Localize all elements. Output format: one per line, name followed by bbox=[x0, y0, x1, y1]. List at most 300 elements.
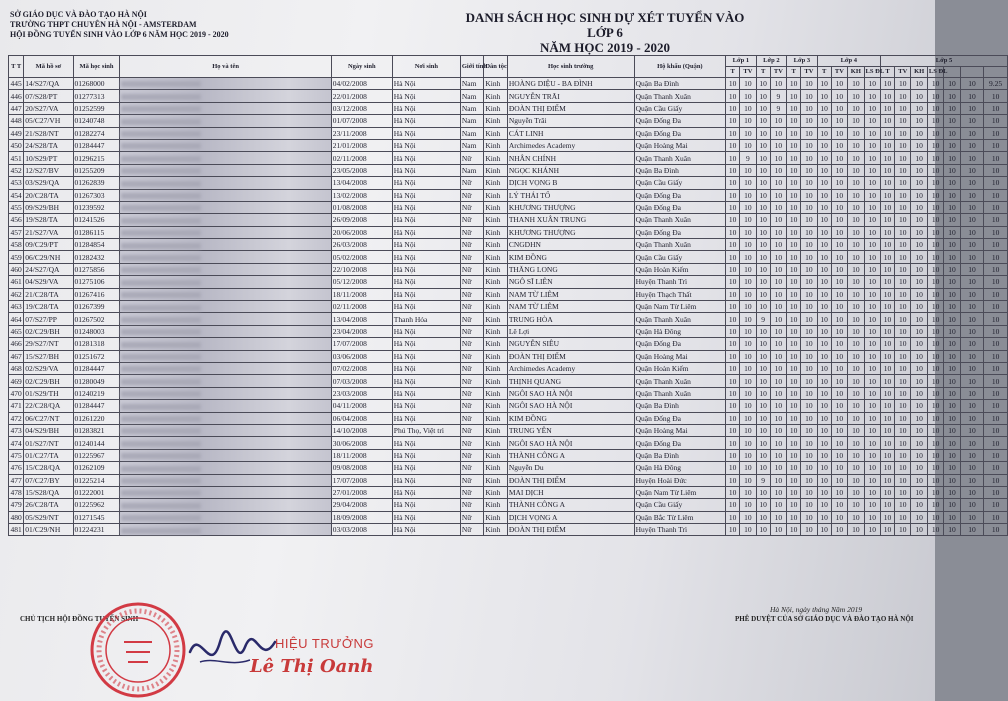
cell-grade: 10 bbox=[895, 400, 911, 412]
cell-grade: 10 bbox=[726, 78, 740, 90]
cell-grade: 10 bbox=[911, 313, 927, 325]
cell-grade: 10 bbox=[831, 301, 847, 313]
issuer-line-1: SỞ GIÁO DỤC VÀ ĐÀO TẠO HÀ NỘI bbox=[10, 10, 147, 19]
cell-grade: 10 bbox=[756, 152, 770, 164]
cell-grade: 10 bbox=[787, 412, 801, 424]
table-row bbox=[9, 139, 1008, 151]
cell-ma-hoc-sinh: 01296215 bbox=[73, 152, 120, 164]
cell-stt: 476 bbox=[10, 463, 22, 473]
cell-grade: 10 bbox=[831, 177, 847, 189]
cell-grade: 10 bbox=[831, 251, 847, 263]
cell-grade: 10 bbox=[787, 462, 801, 474]
sub-t: T bbox=[817, 67, 831, 78]
cell-ngay-sinh: 18/11/2008 bbox=[331, 288, 392, 300]
redacted-name-bar bbox=[121, 119, 201, 125]
cell-grade: 10 bbox=[864, 201, 880, 213]
cell-grade: 10 bbox=[927, 78, 943, 90]
cell-gioi-tinh: Nữ bbox=[460, 313, 483, 325]
redacted-name-bar bbox=[121, 404, 201, 410]
cell-grade: 10 bbox=[895, 102, 911, 114]
cell-dan-toc: Kinh bbox=[484, 201, 507, 213]
cell-grade: 10 bbox=[848, 350, 864, 362]
cell-grade: 10 bbox=[756, 350, 770, 362]
cell-grade: 10 bbox=[740, 276, 756, 288]
cell-grade: 10 bbox=[944, 189, 960, 201]
cell-grade: 9 bbox=[770, 90, 786, 102]
cell-grade: 10 bbox=[911, 276, 927, 288]
cell-grade: 10 bbox=[927, 152, 943, 164]
cell-grade: 10 bbox=[927, 511, 943, 523]
cell-grade: 10 bbox=[740, 362, 756, 374]
cell-grade: 10 bbox=[895, 462, 911, 474]
cell-dan-toc: Kinh bbox=[484, 152, 507, 164]
cell-ho-khau: Quận Hoàn Kiếm bbox=[634, 263, 726, 275]
redacted-name-bar bbox=[121, 342, 201, 348]
cell-grade: 10 bbox=[831, 90, 847, 102]
cell-noi-sinh: Hà Nội bbox=[392, 263, 460, 275]
cell-grade: 10 bbox=[787, 78, 801, 90]
table-row bbox=[9, 189, 1008, 201]
cell-grade: 10 bbox=[740, 214, 756, 226]
cell-gioi-tinh: Nữ bbox=[460, 362, 483, 374]
cell-grade: 10 bbox=[801, 239, 817, 251]
cell-grade: 10 bbox=[927, 288, 943, 300]
cell-ho-khau: Quận Cầu Giấy bbox=[634, 177, 726, 189]
cell-gioi-tinh: Nữ bbox=[460, 301, 483, 313]
cell-grade: 10 bbox=[960, 375, 983, 387]
cell-grade: 10 bbox=[848, 499, 864, 511]
cell-dan-toc: Kinh bbox=[484, 189, 507, 201]
cell-grade: 10 bbox=[770, 164, 786, 176]
cell-grade: 10 bbox=[984, 338, 1008, 350]
cell-grade: 10 bbox=[756, 288, 770, 300]
cell-grade: 10 bbox=[756, 424, 770, 436]
cell-grade: 10 bbox=[831, 164, 847, 176]
cell-ma-hoc-sinh: 01267303 bbox=[73, 189, 120, 201]
cell-grade: 10 bbox=[984, 152, 1008, 164]
cell-ho-khau: Quận Bắc Từ Liêm bbox=[634, 511, 726, 523]
cell-ngay-sinh: 05/12/2008 bbox=[331, 276, 392, 288]
cell-ma-ho-so: 06/C27/NT bbox=[24, 412, 73, 424]
table-row bbox=[9, 78, 1008, 90]
cell-ma-hoc-sinh: 01225962 bbox=[73, 499, 120, 511]
redacted-name-bar bbox=[121, 94, 201, 100]
cell-ma-hoc-sinh: 01225967 bbox=[73, 449, 120, 461]
cell-ngay-sinh: 27/01/2008 bbox=[331, 486, 392, 498]
cell-grade: 10 bbox=[880, 276, 894, 288]
cell-truong: ĐOÀN THỊ ĐIỂM bbox=[507, 350, 634, 362]
cell-noi-sinh: Hà Nội bbox=[392, 127, 460, 139]
cell-ma-ho-so: 24/S27/QA bbox=[24, 263, 73, 275]
cell-grade: 10 bbox=[756, 263, 770, 275]
cell-grade: 10 bbox=[880, 412, 894, 424]
cell-grade: 10 bbox=[770, 152, 786, 164]
cell-ma-hoc-sinh: 01248003 bbox=[73, 325, 120, 337]
cell-grade: 10 bbox=[787, 511, 801, 523]
cell-grade: 10 bbox=[831, 511, 847, 523]
cell-grade: 10 bbox=[726, 164, 740, 176]
redacted-name-bar bbox=[121, 230, 201, 236]
cell-grade: 10 bbox=[787, 139, 801, 151]
cell-grade: 10 bbox=[801, 177, 817, 189]
cell-grade: 10 bbox=[770, 301, 786, 313]
cell-gioi-tinh: Nữ bbox=[460, 263, 483, 275]
cell-ma-ho-so: 19/S28/TA bbox=[24, 214, 73, 226]
cell-grade: 10 bbox=[944, 338, 960, 350]
cell-dan-toc: Kinh bbox=[484, 115, 507, 127]
cell-grade: 10 bbox=[831, 276, 847, 288]
cell-grade: 10 bbox=[831, 437, 847, 449]
cell-truong: NGUYỄN TRÃI bbox=[507, 90, 634, 102]
cell-grade: 10 bbox=[864, 437, 880, 449]
sub-t: T bbox=[756, 67, 770, 78]
cell-grade: 10 bbox=[895, 139, 911, 151]
red-seal-stamp bbox=[88, 600, 188, 700]
cell-dan-toc: Kinh bbox=[484, 486, 507, 498]
cell-grade: 10 bbox=[927, 239, 943, 251]
cell-grade: 10 bbox=[880, 474, 894, 486]
cell-grade: 10 bbox=[817, 362, 831, 374]
cell-grade: 10 bbox=[927, 276, 943, 288]
sub-extra bbox=[960, 67, 983, 78]
cell-grade: 10 bbox=[756, 449, 770, 461]
cell-ho-khau: Quận Ba Đình bbox=[634, 449, 726, 461]
cell-grade: 10 bbox=[740, 189, 756, 201]
cell-ma-ho-so: 20/S27/VA bbox=[24, 102, 73, 114]
cell-grade: 10 bbox=[848, 511, 864, 523]
cell-grade: 10 bbox=[740, 375, 756, 387]
cell-grade: 10 bbox=[740, 78, 756, 90]
cell-grade: 10 bbox=[895, 177, 911, 189]
redacted-name-bar bbox=[121, 305, 201, 311]
chair-label: CHỦ TỊCH HỘI ĐỒNG TUYỂN SINH bbox=[20, 615, 139, 623]
cell-grade: 10 bbox=[984, 251, 1008, 263]
cell-stt: 461 bbox=[10, 277, 22, 287]
cell-truong: NAM TỪ LIÊM bbox=[507, 288, 634, 300]
cell-noi-sinh: Hà Nội bbox=[392, 350, 460, 362]
cell-noi-sinh: Hà Nội bbox=[392, 362, 460, 374]
cell-grade: 10 bbox=[740, 251, 756, 263]
cell-grade: 10 bbox=[740, 437, 756, 449]
cell-grade: 10 bbox=[960, 90, 983, 102]
cell-grade: 10 bbox=[817, 499, 831, 511]
cell-gioi-tinh: Nữ bbox=[460, 511, 483, 523]
cell-grade: 10 bbox=[960, 263, 983, 275]
title-line-1: DANH SÁCH HỌC SINH DỰ XÉT TUYỂN VÀO LỚP 6 bbox=[465, 10, 745, 40]
cell-ho-khau: Quận Hà Đông bbox=[634, 462, 726, 474]
cell-stt: 479 bbox=[10, 500, 22, 510]
cell-grade: 10 bbox=[911, 400, 927, 412]
cell-ma-hoc-sinh: 01240144 bbox=[73, 437, 120, 449]
cell-grade: 10 bbox=[895, 449, 911, 461]
cell-ma-hoc-sinh: 01262109 bbox=[73, 462, 120, 474]
cell-grade: 10 bbox=[927, 177, 943, 189]
cell-grade: 10 bbox=[817, 152, 831, 164]
cell-noi-sinh: Hà Nội bbox=[392, 412, 460, 424]
cell-grade: 10 bbox=[960, 189, 983, 201]
cell-grade: 10 bbox=[864, 189, 880, 201]
cell-ngay-sinh: 02/11/2008 bbox=[331, 152, 392, 164]
cell-grade: 10 bbox=[831, 524, 847, 536]
cell-grade: 10 bbox=[927, 226, 943, 238]
cell-ho-ten-redacted bbox=[120, 152, 331, 164]
cell-grade: 10 bbox=[895, 524, 911, 536]
cell-ngay-sinh: 04/11/2008 bbox=[331, 400, 392, 412]
cell-grade: 10 bbox=[960, 486, 983, 498]
cell-grade: 10 bbox=[817, 251, 831, 263]
redacted-name-bar bbox=[121, 428, 201, 434]
cell-ho-ten-redacted bbox=[120, 189, 331, 201]
cell-gioi-tinh: Nữ bbox=[460, 177, 483, 189]
cell-ngay-sinh: 13/02/2008 bbox=[331, 189, 392, 201]
cell-grade: 10 bbox=[960, 152, 983, 164]
cell-ho-ten-redacted bbox=[120, 511, 331, 523]
cell-stt: 459 bbox=[10, 252, 22, 262]
cell-noi-sinh: Phú Thọ, Việt trì bbox=[392, 424, 460, 436]
cell-ho-ten-redacted bbox=[120, 486, 331, 498]
cell-ho-khau: Quận Thanh Xuân bbox=[634, 214, 726, 226]
cell-grade: 10 bbox=[880, 424, 894, 436]
cell-ho-khau: Quận Thanh Xuân bbox=[634, 90, 726, 102]
cell-grade: 10 bbox=[927, 139, 943, 151]
cell-grade: 10 bbox=[726, 350, 740, 362]
cell-grade: 10 bbox=[927, 412, 943, 424]
cell-grade: 10 bbox=[831, 325, 847, 337]
cell-grade: 10 bbox=[756, 362, 770, 374]
cell-ma-hoc-sinh: 01284447 bbox=[73, 362, 120, 374]
cell-grade: 10 bbox=[726, 139, 740, 151]
cell-grade: 10 bbox=[787, 499, 801, 511]
cell-truong: NGỌC KHÁNH bbox=[507, 164, 634, 176]
cell-grade: 10 bbox=[848, 524, 864, 536]
cell-grade: 10 bbox=[944, 276, 960, 288]
cell-ma-ho-so: 07/C27/BY bbox=[24, 474, 73, 486]
cell-grade: 10 bbox=[864, 313, 880, 325]
cell-grade: 10 bbox=[960, 78, 983, 90]
cell-stt: 454 bbox=[10, 190, 22, 200]
cell-grade: 10 bbox=[726, 449, 740, 461]
cell-grade: 10 bbox=[960, 338, 983, 350]
cell-grade: 10 bbox=[911, 139, 927, 151]
cell-grade: 10 bbox=[895, 437, 911, 449]
cell-ho-khau: Quận Cầu Giấy bbox=[634, 251, 726, 263]
cell-ma-hoc-sinh: 01280049 bbox=[73, 375, 120, 387]
cell-grade: 10 bbox=[848, 276, 864, 288]
cell-grade: 10 bbox=[801, 226, 817, 238]
cell-gioi-tinh: Nữ bbox=[460, 462, 483, 474]
cell-noi-sinh: Hà Nội bbox=[392, 177, 460, 189]
cell-grade: 10 bbox=[848, 177, 864, 189]
cell-truong: KHƯƠNG THƯỢNG bbox=[507, 201, 634, 213]
cell-stt: 451 bbox=[10, 153, 22, 163]
cell-grade: 10 bbox=[770, 350, 786, 362]
redacted-name-bar bbox=[121, 81, 201, 87]
cell-grade: 10 bbox=[960, 226, 983, 238]
cell-grade: 10 bbox=[787, 437, 801, 449]
cell-grade: 10 bbox=[848, 486, 864, 498]
table-row bbox=[9, 400, 1008, 412]
cell-truong: THĂNG LONG bbox=[507, 263, 634, 275]
cell-grade: 10 bbox=[801, 102, 817, 114]
cell-grade: 10 bbox=[740, 462, 756, 474]
cell-grade: 10 bbox=[770, 288, 786, 300]
cell-ho-khau: Huyện Thanh Trì bbox=[634, 276, 726, 288]
cell-grade: 10 bbox=[895, 189, 911, 201]
cell-grade: 10 bbox=[960, 424, 983, 436]
redacted-name-bar bbox=[121, 156, 201, 162]
cell-ho-ten-redacted bbox=[120, 375, 331, 387]
cell-grade: 10 bbox=[864, 387, 880, 399]
cell-ho-ten-redacted bbox=[120, 424, 331, 436]
table-row bbox=[9, 437, 1008, 449]
cell-grade: 10 bbox=[831, 78, 847, 90]
cell-grade: 10 bbox=[770, 412, 786, 424]
cell-ho-ten-redacted bbox=[120, 263, 331, 275]
cell-truong: CNGDHN bbox=[507, 239, 634, 251]
cell-ngay-sinh: 22/01/2008 bbox=[331, 90, 392, 102]
cell-grade: 10 bbox=[770, 263, 786, 275]
redacted-name-bar bbox=[121, 181, 201, 187]
cell-grade: 10 bbox=[984, 164, 1008, 176]
cell-grade: 10 bbox=[880, 127, 894, 139]
cell-ho-khau: Quận Đống Đa bbox=[634, 437, 726, 449]
cell-grade: 10 bbox=[984, 288, 1008, 300]
cell-ho-ten-redacted bbox=[120, 102, 331, 114]
cell-grade: 10 bbox=[726, 424, 740, 436]
cell-grade: 10 bbox=[911, 350, 927, 362]
cell-grade: 10 bbox=[880, 325, 894, 337]
cell-ho-ten-redacted bbox=[120, 201, 331, 213]
cell-ho-ten-redacted bbox=[120, 251, 331, 263]
cell-ho-ten-redacted bbox=[120, 288, 331, 300]
cell-grade: 10 bbox=[880, 524, 894, 536]
cell-ngay-sinh: 23/05/2008 bbox=[331, 164, 392, 176]
cell-ma-hoc-sinh: 01284854 bbox=[73, 239, 120, 251]
cell-grade: 10 bbox=[984, 102, 1008, 114]
cell-grade: 10 bbox=[817, 263, 831, 275]
cell-grade: 10 bbox=[817, 239, 831, 251]
cell-truong: Lê Lợi bbox=[507, 325, 634, 337]
cell-ho-khau: Quận Đống Đa bbox=[634, 127, 726, 139]
cell-stt: 465 bbox=[10, 327, 22, 336]
cell-grade: 10 bbox=[960, 102, 983, 114]
cell-grade: 10 bbox=[944, 127, 960, 139]
cell-grade: 10 bbox=[831, 214, 847, 226]
cell-grade: 10 bbox=[911, 189, 927, 201]
cell-grade: 10 bbox=[927, 362, 943, 374]
cell-grade: 10 bbox=[726, 263, 740, 275]
cell-grade: 10 bbox=[911, 412, 927, 424]
col-ma-ho-so: Mã hồ sơ bbox=[24, 56, 73, 78]
cell-grade: 10 bbox=[864, 362, 880, 374]
cell-grade: 10 bbox=[801, 115, 817, 127]
cell-grade: 10 bbox=[726, 239, 740, 251]
cell-ho-ten-redacted bbox=[120, 462, 331, 474]
cell-ma-ho-so: 05/C27/VH bbox=[24, 115, 73, 127]
cell-stt: 457 bbox=[10, 227, 22, 237]
cell-grade: 10 bbox=[984, 301, 1008, 313]
cell-noi-sinh: Hà Nội bbox=[392, 214, 460, 226]
cell-grade: 10 bbox=[895, 412, 911, 424]
cell-grade: 10 bbox=[770, 115, 786, 127]
cell-dan-toc: Kinh bbox=[484, 251, 507, 263]
cell-grade: 10 bbox=[801, 449, 817, 461]
cell-grade: 10 bbox=[960, 362, 983, 374]
cell-grade: 10 bbox=[848, 214, 864, 226]
cell-gioi-tinh: Nam bbox=[460, 139, 483, 151]
cell-grade: 10 bbox=[960, 301, 983, 313]
cell-grade: 10 bbox=[880, 239, 894, 251]
cell-grade: 10 bbox=[817, 90, 831, 102]
cell-grade: 10 bbox=[960, 474, 983, 486]
cell-noi-sinh: Hà Nội bbox=[392, 301, 460, 313]
cell-grade: 10 bbox=[848, 462, 864, 474]
cell-grade: 10 bbox=[726, 251, 740, 263]
cell-grade: 10 bbox=[740, 164, 756, 176]
cell-stt: 467 bbox=[10, 351, 22, 361]
student-rows bbox=[9, 78, 1008, 536]
cell-grade: 10 bbox=[895, 263, 911, 275]
cell-grade: 10 bbox=[848, 102, 864, 114]
cell-grade: 10 bbox=[756, 338, 770, 350]
cell-stt: 473 bbox=[10, 426, 22, 436]
table-row bbox=[9, 127, 1008, 139]
cell-grade: 10 bbox=[927, 462, 943, 474]
cell-grade: 10 bbox=[740, 127, 756, 139]
cell-ma-ho-so: 26/C28/TA bbox=[24, 499, 73, 511]
cell-grade: 10 bbox=[864, 350, 880, 362]
cell-ma-ho-so: 01/C27/TA bbox=[24, 449, 73, 461]
cell-grade: 10 bbox=[831, 139, 847, 151]
col-truong: Học sinh trường bbox=[507, 56, 634, 78]
cell-grade: 9 bbox=[770, 102, 786, 114]
cell-grade: 10 bbox=[726, 90, 740, 102]
sub-kh: KH bbox=[848, 67, 864, 78]
cell-grade: 10 bbox=[880, 226, 894, 238]
cell-grade: 10 bbox=[911, 486, 927, 498]
cell-grade: 10 bbox=[864, 214, 880, 226]
cell-grade: 10 bbox=[756, 214, 770, 226]
cell-grade: 10 bbox=[960, 350, 983, 362]
cell-grade: 10 bbox=[927, 251, 943, 263]
cell-grade: 10 bbox=[831, 387, 847, 399]
cell-truong: KIM ĐỒNG bbox=[507, 412, 634, 424]
cell-grade: 10 bbox=[801, 189, 817, 201]
cell-grade: 10 bbox=[944, 350, 960, 362]
cell-grade: 10 bbox=[911, 424, 927, 436]
cell-grade: 10 bbox=[880, 139, 894, 151]
cell-noi-sinh: Hà Nội bbox=[392, 226, 460, 238]
signer-name: Lê Thị Oanh bbox=[250, 656, 374, 677]
cell-grade: 10 bbox=[895, 338, 911, 350]
cell-ma-hoc-sinh: 01261220 bbox=[73, 412, 120, 424]
cell-grade: 10 bbox=[944, 177, 960, 189]
cell-grade: 10 bbox=[787, 338, 801, 350]
cell-grade: 10 bbox=[848, 201, 864, 213]
cell-ma-hoc-sinh: 01252599 bbox=[73, 102, 120, 114]
cell-stt: 472 bbox=[10, 413, 22, 423]
cell-gioi-tinh: Nam bbox=[460, 102, 483, 114]
cell-grade: 9 bbox=[756, 313, 770, 325]
cell-grade: 10 bbox=[927, 375, 943, 387]
cell-noi-sinh: Hà Nội bbox=[392, 102, 460, 114]
cell-grade: 10 bbox=[944, 115, 960, 127]
cell-grade: 10 bbox=[817, 288, 831, 300]
cell-ho-khau: Quận Thanh Xuân bbox=[634, 387, 726, 399]
cell-truong: NGÔI SAO HÀ NỘI bbox=[507, 400, 634, 412]
cell-grade: 10 bbox=[770, 486, 786, 498]
cell-grade: 10 bbox=[756, 511, 770, 523]
